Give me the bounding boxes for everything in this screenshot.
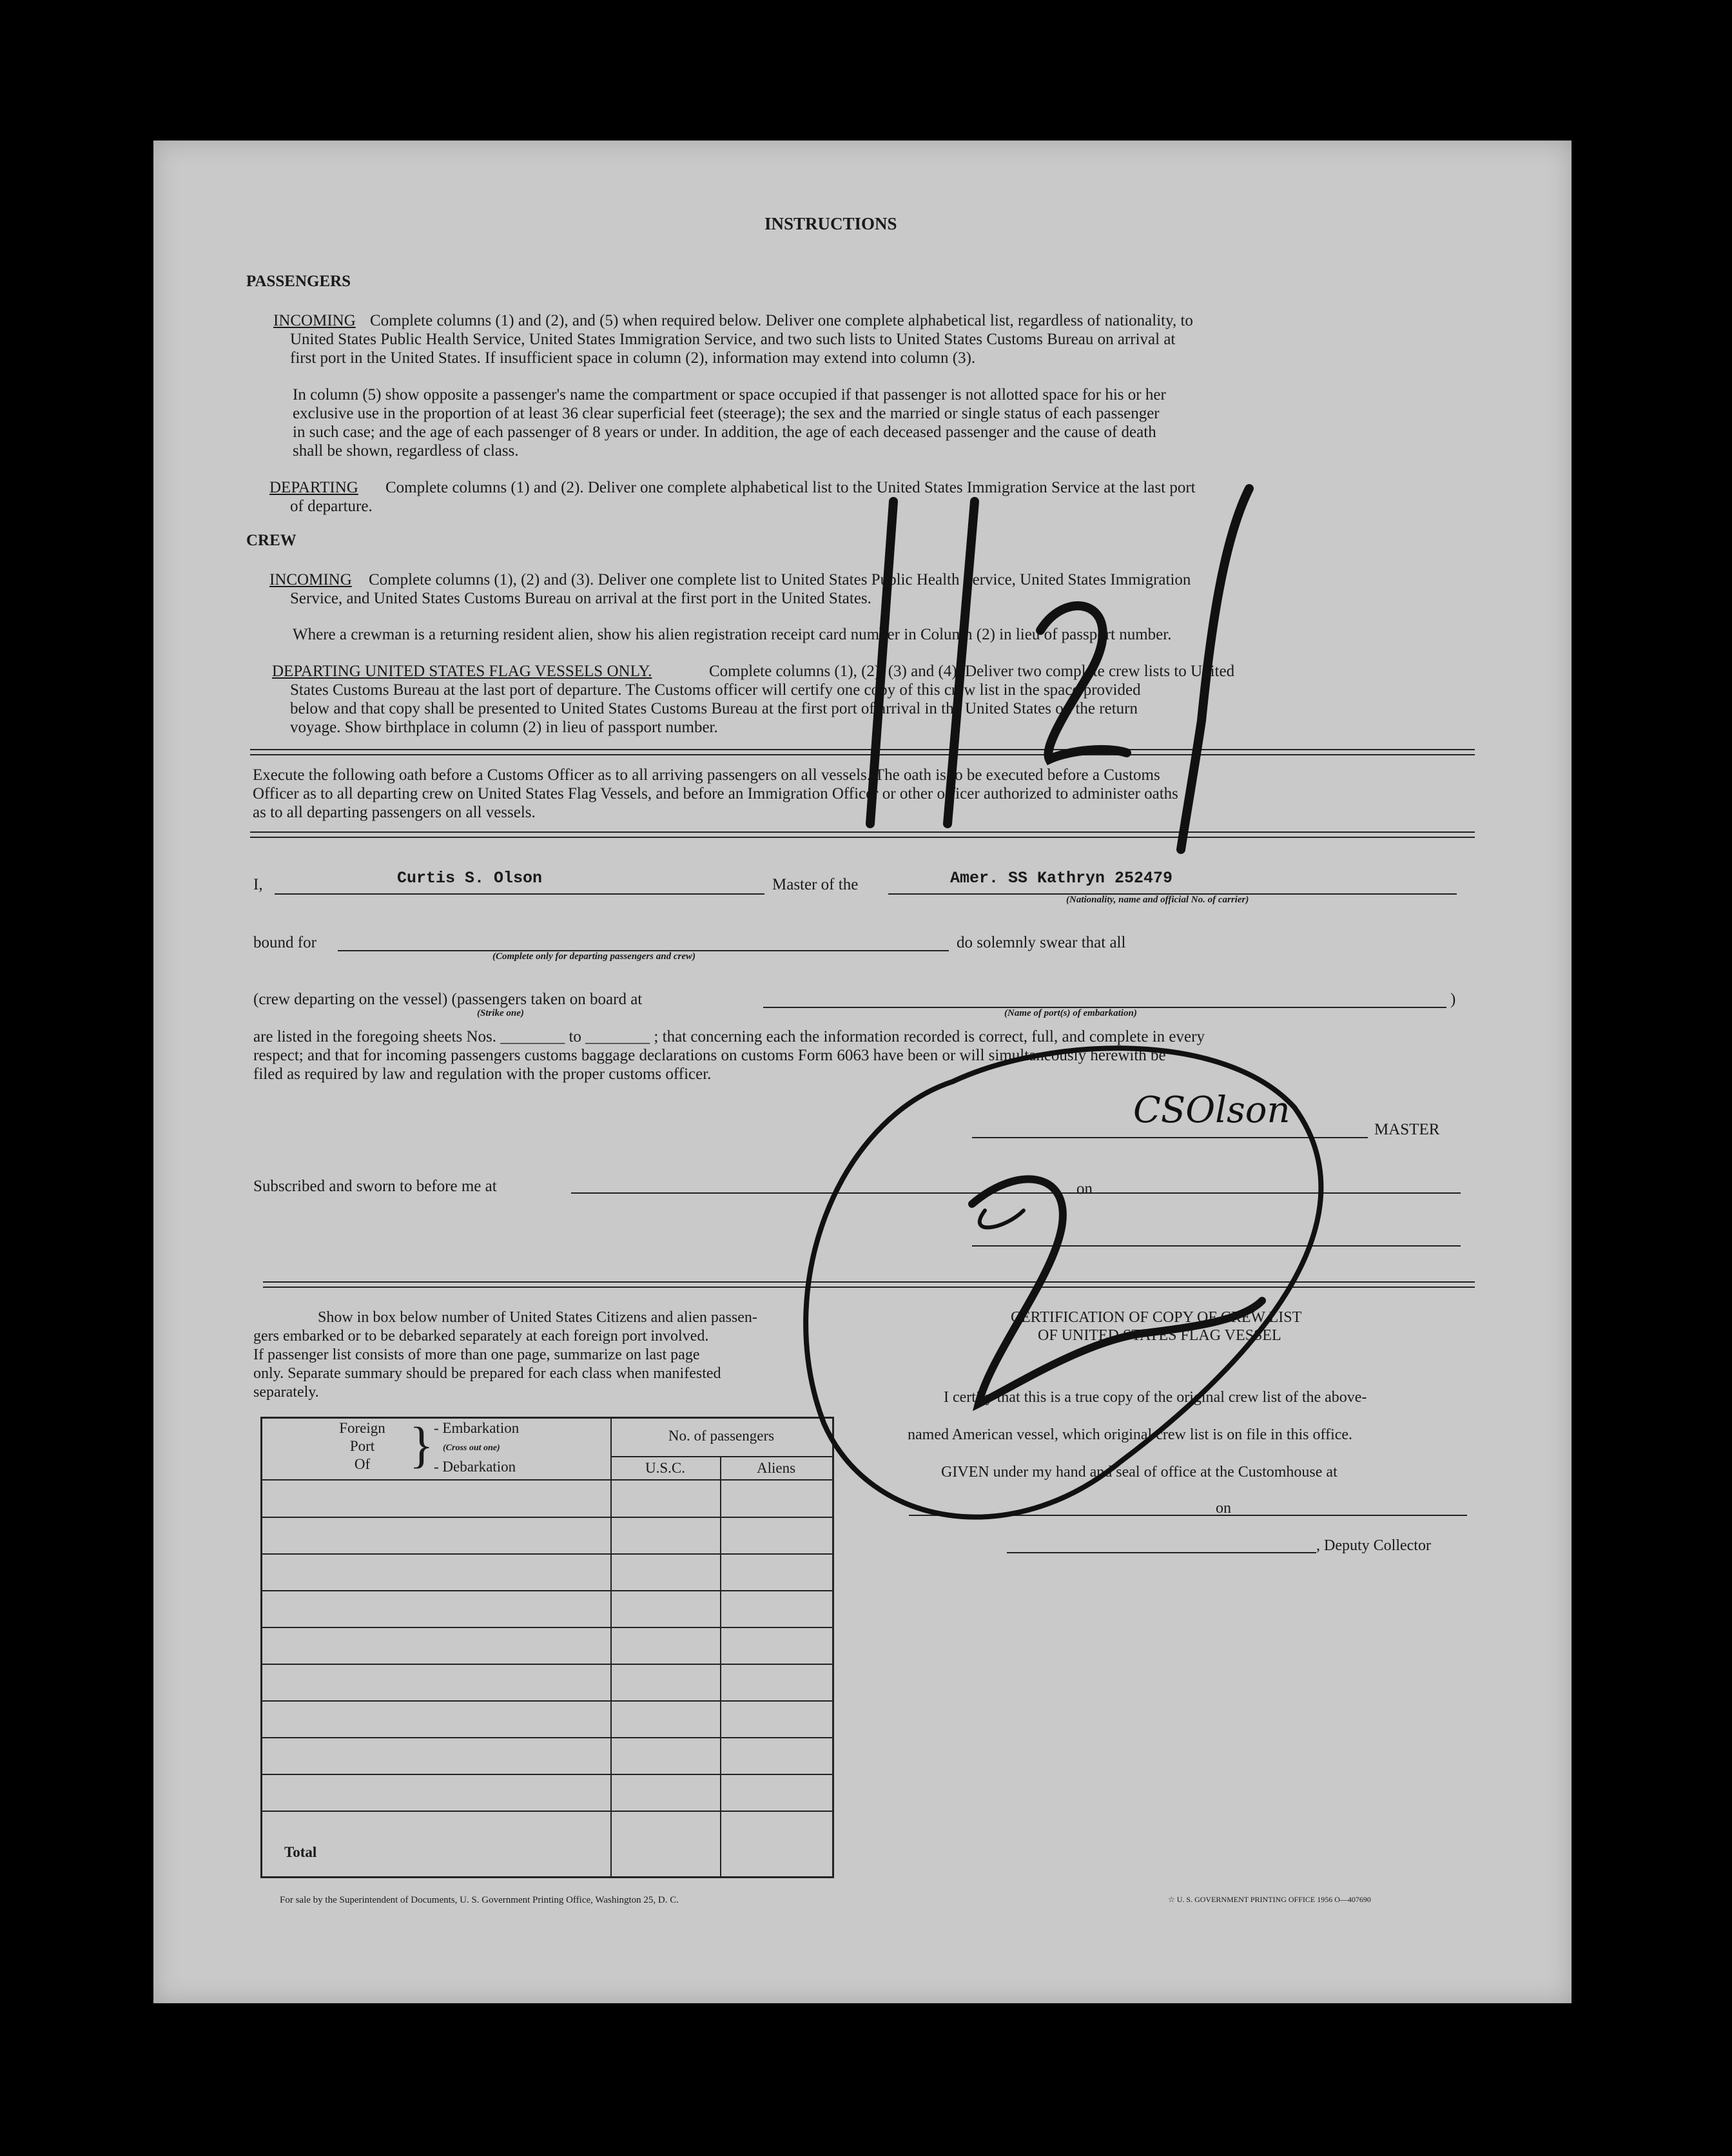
col-foreign-2: Port: [349, 1438, 375, 1454]
cert-certify-line-2: named American vessel, which original crew list is on file in this office.: [908, 1426, 1353, 1443]
summary-line-5: separately.: [253, 1384, 319, 1401]
summary-line-1: Show in box below number of United States Citizens and alien passen-: [318, 1309, 757, 1326]
ports-caption: (Name of port(s) of embarkation): [1004, 1008, 1137, 1018]
oath-i-label: I,: [253, 876, 263, 893]
master-name-field[interactable]: Curtis S. Olson: [397, 869, 543, 888]
bound-caption: (Complete only for departing passengers and crew): [492, 951, 696, 962]
oath-intro-line-2: Officer as to all departing crew on United States Flag Vessels, and before an Immigration Officer or other officer authorized to administer oaths: [253, 785, 1178, 802]
cert-given-line: GIVEN under my hand and seal of office at the Customhouse at: [941, 1464, 1338, 1481]
cross-out-label: (Cross out one): [443, 1443, 500, 1453]
column5-line-1: In column (5) show opposite a passenger's name the compartment or space occupied if that passenger is not allotted space for his or her: [293, 386, 1166, 403]
deputy-collector-label: , Deputy Collector: [1316, 1537, 1431, 1554]
footer-left: For sale by the Superintendent of Documents, U. S. Government Printing Office, Washington 25, D. C.: [280, 1895, 679, 1905]
crew-flag-line-1: Complete columns (1), (2), (3) and (4). Deliver two complete crew lists to United: [709, 663, 1235, 680]
col-foreign-3: Of: [354, 1456, 371, 1472]
vessel-caption: (Nationality, name and official No. of carrier): [1066, 895, 1249, 905]
handwritten-marks: [153, 141, 1571, 2003]
master-of-label: Master of the: [772, 876, 859, 893]
listed-line-3: filed as required by law and regulation with the proper customs officer.: [253, 1065, 712, 1083]
crew-heading: CREW: [246, 532, 297, 549]
column5-line-2: exclusive use in the proportion of at least 36 clear superficial feet (steerage); the sex and the married or single status of each passenger: [293, 405, 1160, 422]
crew-incoming-line-1: Complete columns (1), (2) and (3). Deliver one complete list to United States Public Health Service, United States Immigration: [369, 571, 1191, 588]
cert-title-line-1: CERTIFICATION OF COPY OF CREW LIST: [1011, 1309, 1302, 1326]
passengers-departing-line-2: of departure.: [290, 498, 373, 515]
aliens-header: Aliens: [756, 1460, 796, 1476]
summary-line-4: only. Separate summary should be prepared for each class when manifested: [253, 1365, 721, 1382]
no-passengers-header: No. of passengers: [668, 1428, 775, 1444]
passengers-incoming-label: INCOMING: [273, 312, 356, 329]
swear-label: do solemnly swear that all: [957, 934, 1126, 951]
column5-line-3: in such case; and the age of each passenger of 8 years or under. In addition, the age of each deceased passenger and the cause of death: [293, 423, 1156, 441]
passengers-incoming-line-2: United States Public Health Service, United States Immigration Service, and two such lists to United States Customs Bureau on arrival at: [290, 331, 1176, 348]
passengers-incoming-line-1: Complete columns (1) and (2), and (5) when required below. Deliver one complete alphabetical list, regardless of nationality, to: [370, 312, 1193, 329]
crew-flag-line-3: below and that copy shall be presented to United States Customs Bureau at the first port of arrival in the United States on the return: [290, 700, 1138, 717]
handwritten-sheet-number: [870, 489, 1249, 850]
passengers-incoming-line-3: first port in the United States. If insufficient space in column (2), information may extend into column (3).: [290, 349, 976, 367]
oath-intro-line-1: Execute the following oath before a Customs Officer as to all arriving passengers on all vessels. The oath is to be executed before a Customs: [253, 766, 1160, 784]
footer-right: ☆ U. S. GOVERNMENT PRINTING OFFICE 1956 O—407690: [1168, 1895, 1371, 1904]
bound-for-label: bound for: [253, 934, 316, 951]
crew-flag-line-4: voyage. Show birthplace in column (2) in lieu of passport number.: [290, 719, 718, 736]
master-signature: CSOlson: [1133, 1089, 1290, 1131]
subscribed-label: Subscribed and sworn to before me at: [253, 1178, 497, 1195]
total-label: Total: [284, 1844, 317, 1860]
document-page: [153, 141, 1571, 2003]
col-foreign-1: Foreign: [339, 1420, 385, 1436]
cert-on-label: on: [1216, 1500, 1231, 1517]
passengers-heading: PASSENGERS: [246, 273, 351, 290]
crew-incoming-label: INCOMING: [269, 571, 352, 588]
usc-header: U.S.C.: [645, 1460, 685, 1476]
oath-intro-line-3: as to all departing passengers on all vessels.: [253, 804, 536, 821]
close-paren: ): [1450, 991, 1456, 1008]
cert-title-line-2: OF UNITED STATES FLAG VESSEL: [1038, 1327, 1281, 1344]
listed-line-2: respect; and that for incoming passengers customs baggage declarations on customs Form 6063 have been or will simultaneously herewith be: [253, 1047, 1166, 1064]
crew-departing-text: (crew departing on the vessel) (passengers taken on board at: [253, 991, 643, 1008]
summary-line-3: If passenger list consists of more than one page, summarize on last page: [253, 1346, 700, 1363]
passengers-departing-line-1: Complete columns (1) and (2). Deliver one complete alphabetical list to the United States Immigration Service at the last port: [385, 479, 1196, 496]
subscribed-on-label: on: [1076, 1180, 1093, 1198]
crew-resident-line: Where a crewman is a returning resident alien, show his alien registration receipt card number in Column (2) in lieu of passport number.: [293, 626, 1172, 643]
page-title: INSTRUCTIONS: [764, 214, 897, 233]
master-label: MASTER: [1374, 1121, 1440, 1138]
cert-certify-line-1: I certify that this is a true copy of the original crew list of the above-: [944, 1389, 1367, 1406]
circled-number: [806, 1048, 1321, 1517]
summary-line-2: gers embarked or to be debarked separately at each foreign port involved.: [253, 1328, 709, 1345]
debarkation-label: - Debarkation: [434, 1459, 516, 1475]
crew-flag-line-2: States Customs Bureau at the last port of departure. The Customs officer will certify one copy of this crew list in the space provided: [290, 681, 1141, 699]
vessel-field[interactable]: Amer. SS Kathryn 252479: [950, 869, 1173, 888]
listed-line-1: are listed in the foregoing sheets Nos. ________ to ________ ; that concerning each the information recorded is correct, full, and complete in every: [253, 1028, 1205, 1045]
crew-flag-label: DEPARTING UNITED STATES FLAG VESSELS ONLY.: [272, 663, 652, 680]
column5-line-4: shall be shown, regardless of class.: [293, 442, 519, 460]
brace-glyph: }: [409, 1417, 434, 1473]
crew-incoming-line-2: Service, and United States Customs Bureau on arrival at the first port in the United States.: [290, 590, 871, 607]
strike-caption: (Strike one): [477, 1008, 524, 1018]
passengers-departing-label: DEPARTING: [269, 479, 358, 496]
embarkation-label: - Embarkation: [434, 1420, 520, 1436]
